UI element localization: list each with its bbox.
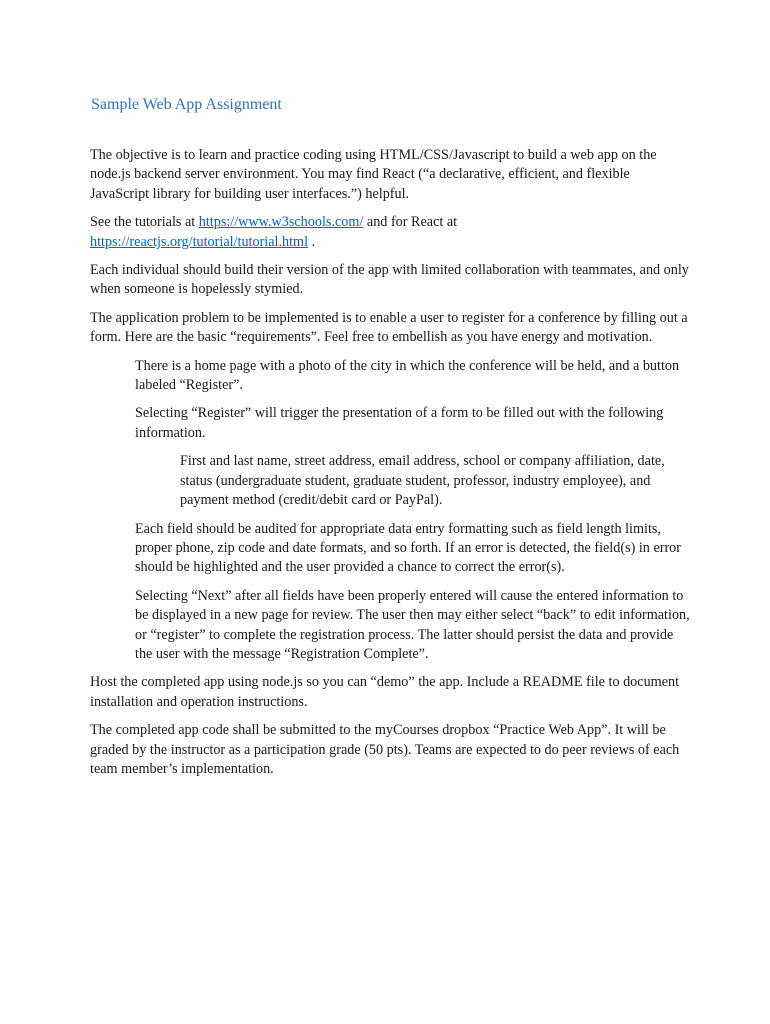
requirement-next: Selecting “Next” after all fields have been properly entered will cause the entered information to be displayed in a new page for review. The user then may either select “back” to edit information, or “register” to complete the registration process. The latter should persist the data and provide the user with the message “Registration Complete”. [135,587,690,662]
tutorials-suffix: . [308,233,316,250]
objective-paragraph: The objective is to learn and practice coding using HTML/CSS/Javascript to build a web app on the node.js backend server environment. You may find React (“a declarative, efficient, and flexible JavaScript library for building user interfaces.”) helpful. [90,147,657,202]
requirement-home-page: There is a home page with a photo of the city in which the conference will be held, and a button labeled “Register”. [135,357,680,394]
react-tutorial-link[interactable]: https://reactjs.org/tutorial/tutorial.html [90,233,309,250]
problem-paragraph: The application problem to be implemented is to enable a user to register for a conference by filling out a form. Here are the basic “requirements”. Feel free to embellish as you have energy and motivation. [90,309,688,346]
individual-paragraph: Each individual should build their version of the app with limited collaboration with teammates, and only when someone is hopelessly stymied. [90,262,689,298]
tutorials-middle: and for React at [363,214,458,231]
tutorials-prefix: See the tutorials at [90,214,199,231]
w3schools-link[interactable]: https://www.w3schools.com/ [198,214,364,231]
submission-paragraph: The completed app code shall be submitted to the myCourses dropbox “Practice Web App”. It will be graded by the instructor as a participation grade (50 pts). Teams are expected to do peer reviews of each team member’s implementation. [90,722,680,777]
document-title: Sample Web App Assignment [91,96,282,113]
tutorials-paragraph [90,213,690,252]
requirement-register: Selecting “Register” will trigger the presentation of a form to be filled out with the following information. [135,405,664,441]
host-paragraph: Host the completed app using node.js so you can “demo” the app. Include a README file to document installation and operation instructions. [90,674,680,710]
requirement-fields: First and last name, street address, email address, school or company affiliation, date, status (undergraduate student, graduate student, professor, industry employee), and payment method (credit/debit card or PayPal). [180,453,665,509]
document-body [90,146,690,788]
requirement-audit: Each field should be audited for appropriate data entry formatting such as field length limits, proper phone, zip code and date formats, and so forth. If an error is detected, the field(s) in error should be highlighted and the user provided a chance to correct the error(s). [135,520,682,576]
